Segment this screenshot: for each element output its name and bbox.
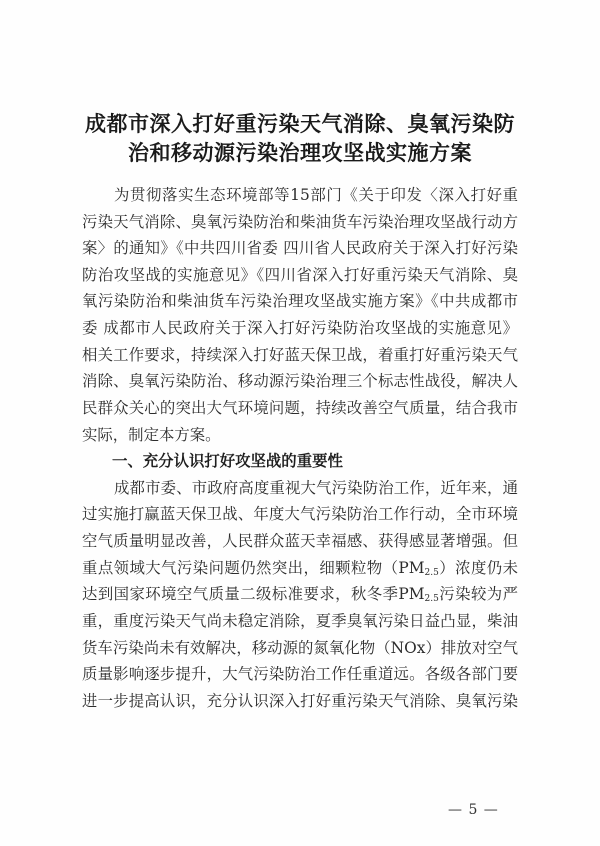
subscript-text: 2.5 bbox=[424, 568, 439, 578]
page-number: — 5 — bbox=[448, 802, 499, 818]
intro-line: 实际，制定本方案。 bbox=[82, 426, 221, 444]
intro-line: 消除、臭氧污染防治、移动源污染治理三个标志性战役，解决人 bbox=[82, 372, 518, 390]
body-line-pm25-a bbox=[82, 557, 518, 579]
document-title-line-2: 治和移动源污染治理攻坚战实施方案 bbox=[128, 141, 472, 165]
intro-line: 委 成都市人民政府关于深入打好污染防治攻坚战的实施意见》 bbox=[82, 319, 518, 337]
section-heading: 一、充分认识打好攻坚战的重要性 bbox=[112, 452, 343, 470]
body-text: 达到国家环境空气质量二级标准要求，秋冬季PM bbox=[82, 585, 425, 603]
intro-line: 污染天气消除、臭氧污染防治和柴油货车污染治理攻坚战行动方 bbox=[82, 213, 518, 231]
intro-line: 防治攻坚战的实施意见》《四川省深入打好重污染天气消除、臭 bbox=[82, 266, 518, 284]
body-line: 过实施打赢蓝天保卫战、年度大气污染防治工作行动，全市环境 bbox=[82, 505, 518, 523]
document-title-line-1: 成都市深入打好重污染天气消除、臭氧污染防 bbox=[85, 112, 515, 136]
intro-line: 民群众关心的突出大气环境问题，持续改善空气质量，结合我市 bbox=[82, 399, 518, 417]
body-line: 质量影响逐步提升，大气污染防治工作任重道远。各级各部门要 bbox=[82, 665, 518, 683]
body-line: 进一步提高认识，充分认识深入打好重污染天气消除、臭氧污染 bbox=[82, 692, 518, 710]
body-line: 空气质量明显改善，人民群众蓝天幸福感、获得感显著增强。但 bbox=[82, 532, 518, 550]
body-line: 货车污染尚未有效解决，移动源的氮氧化物（NOx）排放对空气 bbox=[82, 639, 518, 657]
intro-line: 相关工作要求，持续深入打好蓝天保卫战，着重打好重污染天气 bbox=[82, 346, 518, 364]
intro-line: 氧污染防治和柴油货车污染治理攻坚战实施方案》《中共成都市 bbox=[82, 292, 518, 310]
intro-line: 案〉的通知》《中共四川省委 四川省人民政府关于深入打好污染 bbox=[82, 239, 518, 257]
body-text: 污染较为严 bbox=[438, 585, 518, 603]
body-line: 成都市委、市政府高度重视大气污染防治工作，近年来，通 bbox=[114, 479, 518, 497]
subscript-text: 2.5 bbox=[424, 594, 439, 604]
body-line: 重，重度污染天气尚未稳定消除，夏季臭氧污染日益凸显，柴油 bbox=[82, 612, 518, 630]
body-line-pm25-b bbox=[82, 583, 518, 605]
body-text: ）浓度仍未 bbox=[438, 559, 518, 577]
body-text: 重点领域大气污染问题仍然突出，细颗粒物（PM bbox=[82, 559, 425, 577]
intro-line: 为贯彻落实生态环境部等15部门《关于印发〈深入打好重 bbox=[114, 186, 518, 204]
